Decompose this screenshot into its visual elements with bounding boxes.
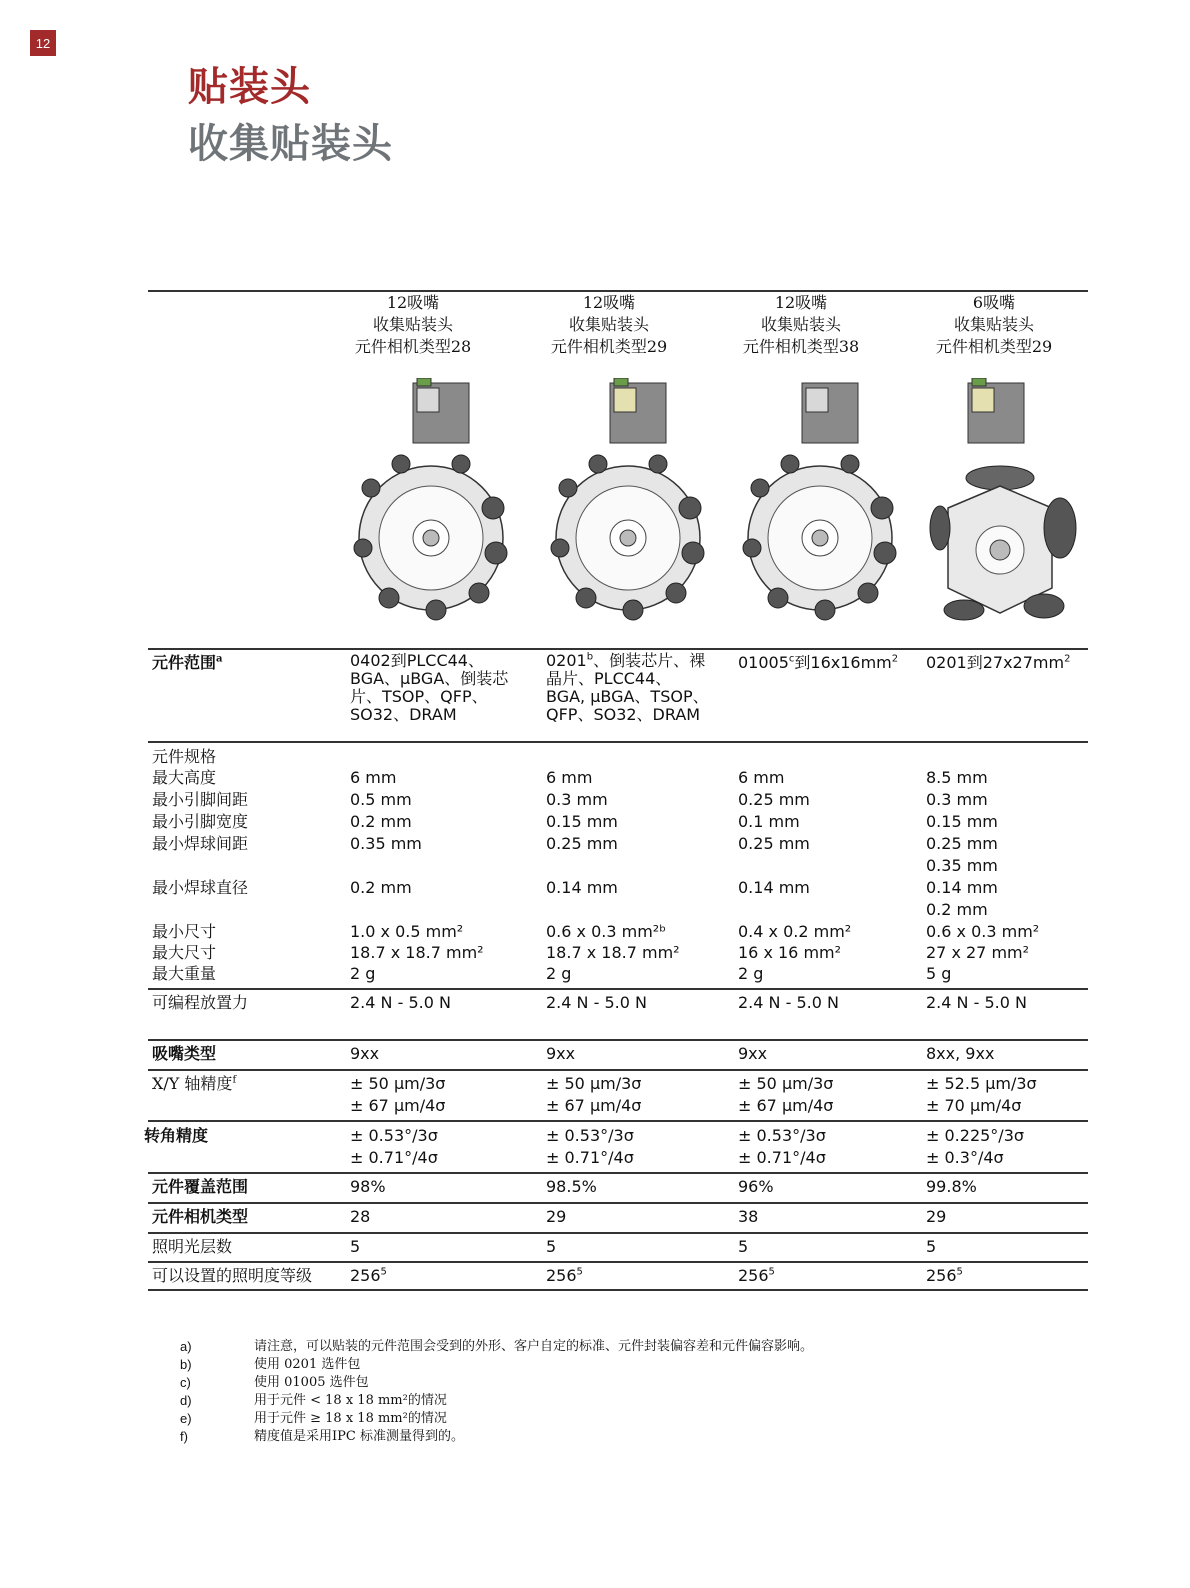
table-cell: 9xx (738, 1044, 768, 1063)
table-cell: ± 50 μm/3σ ± 67 μm/4σ (546, 1074, 642, 1115)
table-cell: ± 0.53°/3σ ± 0.71°/4σ (350, 1126, 438, 1167)
page-subtitle: 收集贴装头 (188, 120, 393, 167)
component-range-col2: 0201$^b$、倒装芯片、裸 晶片、PLCC44、 BGA, μBGA、TSOP、 QFP、SO32、DRAM (546, 651, 709, 724)
row-label: 可编程放置力 (152, 993, 249, 1012)
row-label: 最小尺寸 (152, 922, 217, 941)
table-cell: 29 (546, 1207, 567, 1226)
table-cell: 0.14 mm (546, 878, 618, 897)
table-cell: 0.2 mm (926, 900, 988, 919)
footnote: e) 用于元件 ≥ 18 x 18 mm²的情况 (180, 1411, 447, 1426)
table-cell: 16 x 16 mm² (738, 943, 842, 962)
table-cell: 99.8% (926, 1177, 977, 1196)
table-cell: 0.5 mm (350, 790, 412, 809)
table-cell: $256^5$ (350, 1266, 387, 1285)
row-label: 最小引脚宽度 (152, 812, 249, 831)
row-label: 吸嘴类型 (152, 1044, 217, 1063)
page-number: 12 (30, 30, 56, 56)
table-cell: 38 (738, 1207, 759, 1226)
footnote: c) 使用 01005 选件包 (180, 1375, 369, 1390)
table-cell: 98.5% (546, 1177, 597, 1196)
row-label: 最大高度 (152, 768, 217, 787)
component-range-col4: 0201到$27x27mm^2$ (926, 653, 1071, 672)
table-rule (148, 1039, 1088, 1041)
table-cell: ± 0.53°/3σ ± 0.71°/4σ (738, 1126, 826, 1167)
component-range-col1: 0402到PLCC44、 BGA、μBGA、倒装芯 片、TSOP、QFP、 SO32、DRAM (350, 651, 509, 724)
table-cell: 0.25 mm (926, 834, 998, 853)
table-cell: 0.15 mm (926, 812, 998, 831)
footnote: f) 精度值是采用IPC 标准测量得到的。 (180, 1429, 464, 1444)
table-cell: ± 52.5 μm/3σ ± 70 μm/4σ (926, 1074, 1037, 1115)
table-cell: 28 (350, 1207, 371, 1226)
table-cell: 0.14 mm (926, 878, 998, 897)
row-label: 元件相机类型 (152, 1207, 249, 1226)
table-cell: 6 mm (350, 768, 397, 787)
table-cell: 5 g (926, 964, 952, 983)
column-header-1: 12吸嘴 收集贴装头 元件相机类型28 (354, 293, 472, 356)
row-label: 最大尺寸 (152, 943, 217, 962)
table-cell: 5 (350, 1237, 361, 1256)
row-label: 最小焊球间距 (152, 834, 249, 853)
table-cell: 0.6 x 0.3 mm²ᵇ (546, 922, 667, 941)
row-label: 最小焊球直径 (152, 878, 249, 897)
table-cell: 9xx (350, 1044, 380, 1063)
table-cell: 0.3 mm (926, 790, 988, 809)
table-cell: 6 mm (738, 768, 785, 787)
table-rule (148, 1289, 1088, 1291)
table-cell: 2 g (738, 964, 764, 983)
column-header-4: 6吸嘴 收集贴装头 元件相机类型29 (935, 293, 1053, 356)
table-cell: $256^5$ (546, 1266, 583, 1285)
table-cell: 0.35 mm (350, 834, 422, 853)
table-cell: 0.25 mm (738, 790, 810, 809)
table-cell: 5 (738, 1237, 749, 1256)
row-label: 元件覆盖范围 (152, 1177, 249, 1196)
table-cell: 0.6 x 0.3 mm² (926, 922, 1040, 941)
table-cell: 5 (546, 1237, 557, 1256)
table-cell: 2 g (350, 964, 376, 983)
table-rule (148, 741, 1088, 743)
placement-head-6-nozzle-illustration (928, 378, 1088, 638)
table-cell: 2.4 N - 5.0 N (738, 993, 839, 1012)
footnotes (180, 1338, 813, 1446)
table-rule (148, 988, 1088, 990)
table-cell: 0.4 x 0.2 mm² (738, 922, 852, 941)
placement-head-12-nozzle-illustration (740, 378, 900, 638)
table-cell: 1.0 x 0.5 mm² (350, 922, 464, 941)
table-rule (148, 1069, 1088, 1071)
table-cell: 0.15 mm (546, 812, 618, 831)
table-cell: 2.4 N - 5.0 N (926, 993, 1027, 1012)
row-label: 照明光层数 (152, 1237, 233, 1256)
table-cell: 27 x 27 mm² (926, 943, 1030, 962)
table-cell: 18.7 x 18.7 mm² (350, 943, 484, 962)
table-cell: ± 50 μm/3σ ± 67 μm/4σ (350, 1074, 446, 1115)
table-cell: 0.2 mm (350, 812, 412, 831)
table-cell: 5 (926, 1237, 937, 1256)
table-cell: 96% (738, 1177, 774, 1196)
row-label: 转角精度 (144, 1126, 209, 1145)
table-cell: 0.25 mm (546, 834, 618, 853)
page-title: 贴装头 (188, 63, 311, 110)
table-cell: 8xx, 9xx (926, 1044, 995, 1063)
table-cell: 0.3 mm (546, 790, 608, 809)
table-rule (148, 1202, 1088, 1204)
row-label: X/Y 轴精度$^f$ (152, 1074, 237, 1093)
table-cell: 0.35 mm (926, 856, 998, 875)
table-rule (148, 1120, 1088, 1122)
placement-head-12-nozzle-illustration (351, 378, 511, 638)
table-rule (148, 1172, 1088, 1174)
table-cell: 0.14 mm (738, 878, 810, 897)
row-label-component-range: 元件范围$^a$ (152, 653, 223, 672)
footnote: a) 请注意，可以贴装的元件范围会受到的外形、客户自定的标准、元件封装偏容差和元件偏容影响。 (180, 1339, 814, 1354)
footnote: b) 使用 0201 选件包 (180, 1357, 361, 1372)
table-rule (148, 648, 1088, 650)
table-cell: ± 0.53°/3σ ± 0.71°/4σ (546, 1126, 634, 1167)
table-cell: 2.4 N - 5.0 N (350, 993, 451, 1012)
table-cell: 6 mm (546, 768, 593, 787)
row-label: 最大重量 (152, 964, 217, 983)
table-cell: 0.2 mm (350, 878, 412, 897)
table-cell: 0.1 mm (738, 812, 800, 831)
table-rule (148, 1232, 1088, 1234)
row-label: 可以设置的照明度等级 (152, 1266, 313, 1285)
column-header-3: 12吸嘴 收集贴装头 元件相机类型38 (742, 293, 860, 356)
table-cell: ± 50 μm/3σ ± 67 μm/4σ (738, 1074, 834, 1115)
table-cell: 0.25 mm (738, 834, 810, 853)
table-cell: 29 (926, 1207, 947, 1226)
table-cell: $256^5$ (926, 1266, 963, 1285)
table-cell: 2.4 N - 5.0 N (546, 993, 647, 1012)
table-cell: 98% (350, 1177, 386, 1196)
table-rule (148, 1261, 1088, 1263)
table-cell: 2 g (546, 964, 572, 983)
table-cell: ± 0.225°/3σ ± 0.3°/4σ (926, 1126, 1025, 1167)
table-cell: 9xx (546, 1044, 576, 1063)
table-cell: $256^5$ (738, 1266, 775, 1285)
section-label-component-spec: 元件规格 (152, 747, 217, 766)
row-label: 最小引脚间距 (152, 790, 249, 809)
table-cell: 18.7 x 18.7 mm² (546, 943, 680, 962)
component-range-col3: 01005$^c$到$16x16mm^2$ (738, 653, 899, 672)
table-cell: 8.5 mm (926, 768, 988, 787)
footnote: d) 用于元件 < 18 x 18 mm²的情况 (180, 1393, 447, 1408)
placement-head-12-nozzle-illustration (548, 378, 708, 638)
column-header-2: 12吸嘴 收集贴装头 元件相机类型29 (550, 293, 668, 356)
